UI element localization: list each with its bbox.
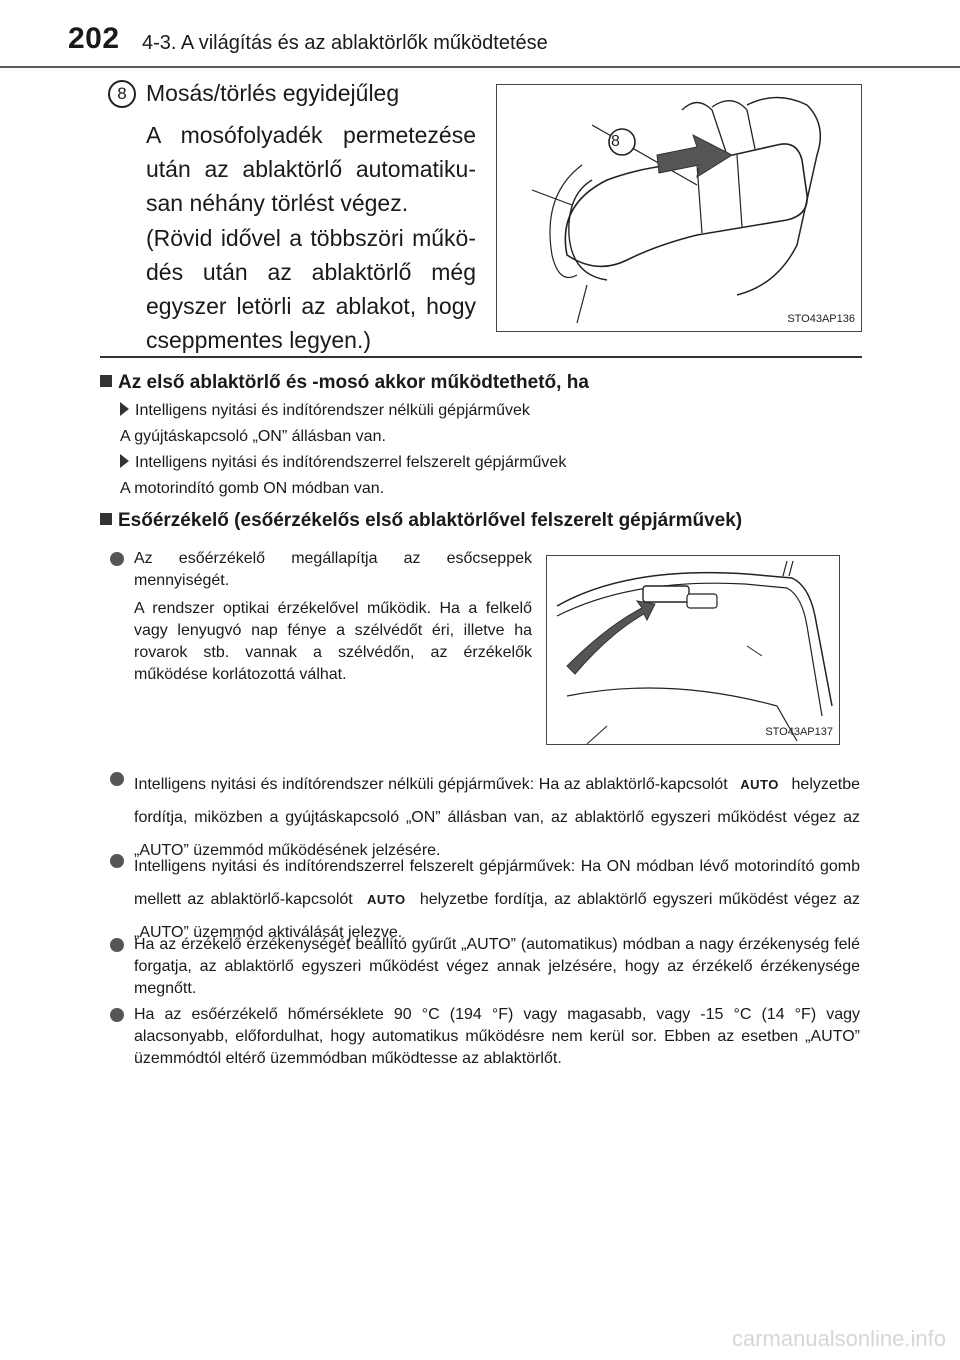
square-bullet-icon xyxy=(100,513,112,525)
page-number: 202 xyxy=(68,22,120,55)
bullet-2: Intelligens nyitási és indítórendszer nélküli gépjárművek: Ha az ablaktörlő-kapcsolót AUTO helyzetbe fordítja, miközben a gyújtáskapcsoló „ON” állásban van, az ablaktörlő egyszeri működést végez az „AUTO” üzemmód működésének jelzésére. xyxy=(110,768,860,867)
header-rule xyxy=(0,66,960,68)
auto-mode-icon: AUTO xyxy=(740,777,779,792)
triangle-bullet-icon xyxy=(120,454,129,468)
section-1-text-2: A motorindító gomb ON módban van. xyxy=(120,480,385,497)
watermark: carmanualsonline.info xyxy=(731,1326,946,1351)
auto-mode-icon: AUTO xyxy=(366,892,406,907)
figure-code-2: STO43AP137 xyxy=(765,726,833,738)
step-8-badge: 8 xyxy=(108,80,136,108)
bullet-4: Ha az érzékelő érzékenységét beállító gyűrűt „AUTO” (automatikus) módban a nagy érzékenység felé forgatja, az ablaktörlő egyszeri működést végez annak jelzésére, hogy az érzékelő érzékenysége megnőtt. xyxy=(110,934,860,1000)
step-8-paragraph-2: (Rövid idővel a többszöri működés után az ablaktörlő még egyszer letörli az ablakot, hogy cseppmentes legyen.) xyxy=(146,225,476,353)
round-bullet-icon xyxy=(110,854,124,868)
round-bullet-icon xyxy=(110,938,124,952)
section-1-sub-2: Intelligens nyitási és indítórendszerrel felszerelt gépjárművek xyxy=(120,454,566,472)
section-1-text-1: A gyújtáskapcsoló „ON” állásban van. xyxy=(120,428,386,445)
wiper-lever-illustration xyxy=(496,84,862,332)
step-8-title: Mosás/törlés egyidejűleg xyxy=(146,80,400,106)
bullet-1: Az esőérzékelő megállapítja az esőcseppek mennyiségét. A rendszer optikai érzékelővel működik. Ha a felkelő vagy lenyugvó nap fénye a szélvédőt éri, illetve ha rovarok stb. vannak a szélvédőn, az érzékelők működése korlátozottá válhat. xyxy=(110,548,532,692)
bullet-3: Intelligens nyitási és indítórendszerrel felszerelt gépjárművek: Ha ON módban lévő motorindító gomb mellett az ablaktörlő-kapcsolót AUTO helyzetbe fordítja, az ablaktörlő egyszeri működést végez az „AUTO” üzemmód aktiválását jelezve. xyxy=(110,850,860,949)
triangle-bullet-icon xyxy=(120,402,129,416)
bullet-5: Ha az esőérzékelő hőmérséklete 90 °C (194 °F) vagy magasabb, vagy -15 °C (14 °F) vagy alacsonyabb, előfordulhat, hogy automatikus működésre nem kerül sor. Ebben az esetben „AUTO” üzemmódtól eltérő üzemmódban működtesse az ablaktörlőt. xyxy=(110,1004,860,1070)
rain-sensor-illustration xyxy=(546,555,840,745)
step-8-paragraph-1: A mosófolyadék permetezése után az ablaktörlő automatikusan néhány törlést végez. xyxy=(146,122,476,216)
square-bullet-icon xyxy=(100,375,112,387)
section-2-heading: Esőérzékelő (esőérzékelős első ablaktörlővel felszerelt gépjárművek) xyxy=(100,510,742,532)
section-separator xyxy=(100,356,862,358)
figure-callout: 8 xyxy=(611,133,620,150)
figure-code-1: STO43AP136 xyxy=(787,313,855,325)
section-title: 4-3. A világítás és az ablaktörlők működtetése xyxy=(142,32,548,54)
round-bullet-icon xyxy=(110,772,124,786)
round-bullet-icon xyxy=(110,552,124,566)
windshield-drawing xyxy=(547,556,839,744)
round-bullet-icon xyxy=(110,1008,124,1022)
section-1-sub-1: Intelligens nyitási és indítórendszer nélküli gépjárművek xyxy=(120,402,530,420)
section-1-heading: Az első ablaktörlő és -mosó akkor működtethető, ha xyxy=(100,372,589,394)
wiper-lever-drawing xyxy=(497,85,861,331)
